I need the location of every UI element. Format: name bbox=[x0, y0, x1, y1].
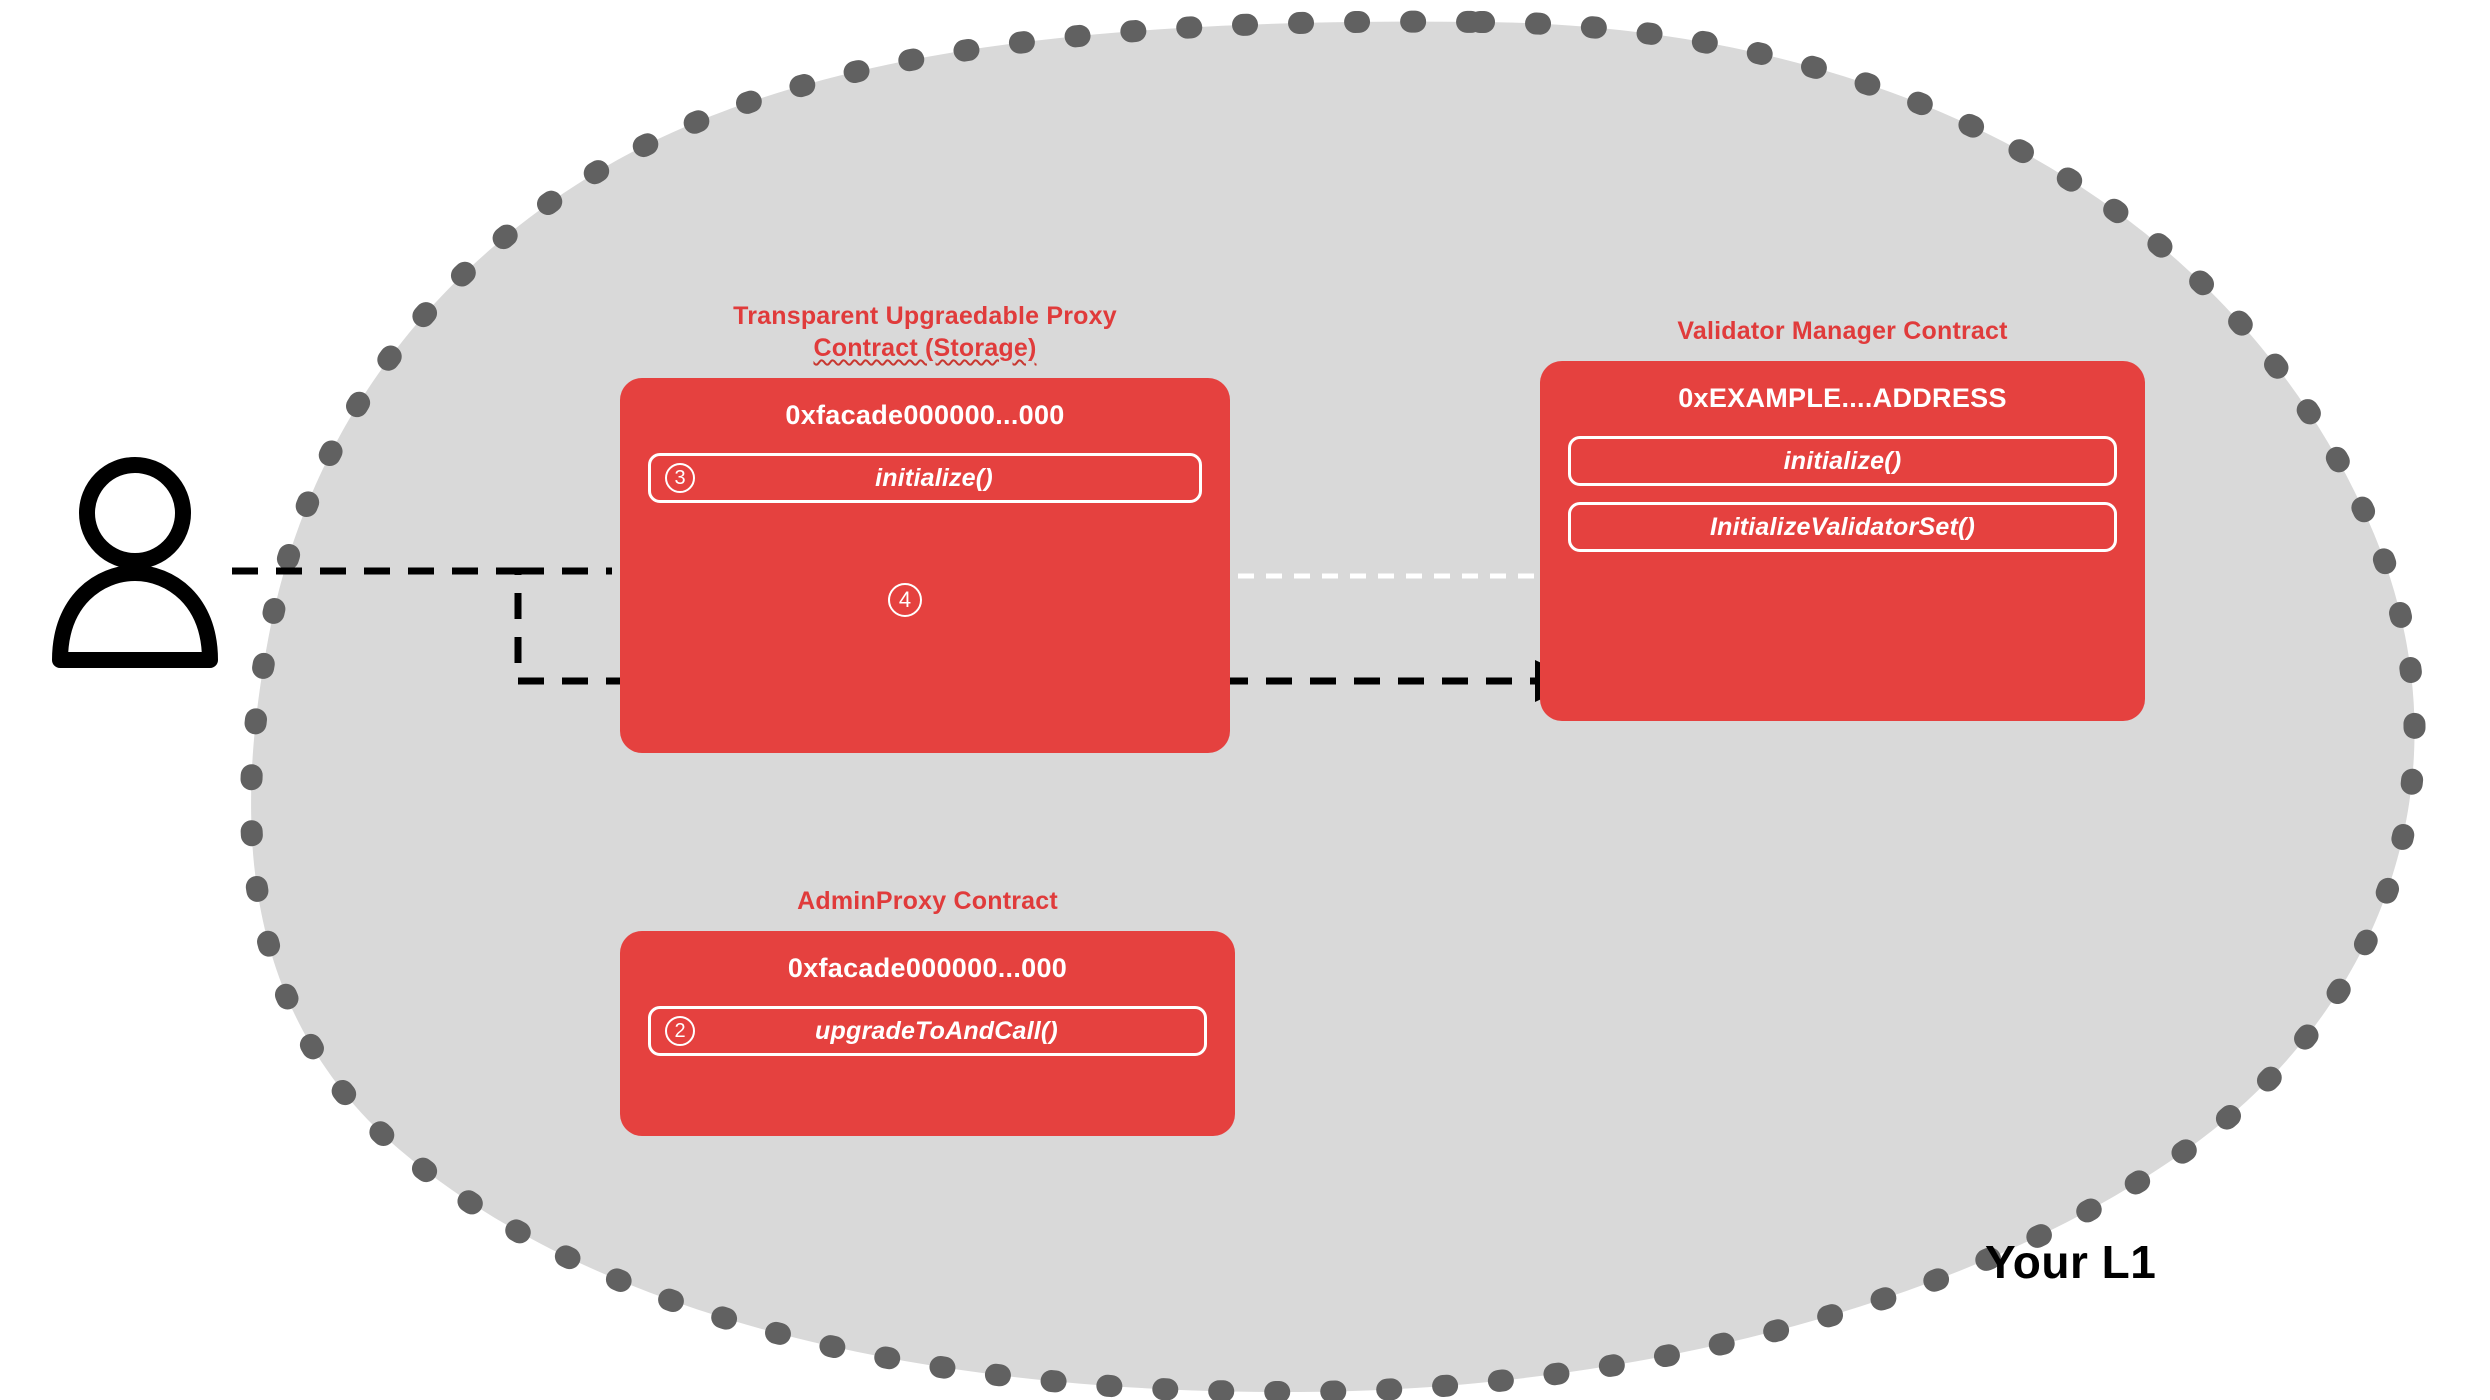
validator-manager-address: 0xEXAMPLE....ADDRESS bbox=[1678, 383, 2007, 413]
step-badge-4: 4 bbox=[888, 583, 922, 617]
admin-method-upgrade-to-and-call-label: upgradeToAndCall() bbox=[815, 1016, 1058, 1045]
your-l1-label: Your L1 bbox=[1985, 1236, 2157, 1288]
admin-method-upgrade-to-and-call[interactable] bbox=[648, 1006, 1207, 1056]
proxy-title-line1: Transparent Upgraedable Proxy bbox=[733, 302, 1117, 330]
admin-proxy-title: AdminProxy Contract bbox=[797, 887, 1058, 915]
node-admin-proxy bbox=[620, 885, 1235, 1136]
validator-manager-card bbox=[1540, 361, 2145, 721]
vm-method-initialize-validator-set-label: InitializeValidatorSet() bbox=[1709, 512, 1976, 541]
step-badge-3: 3 bbox=[665, 463, 695, 493]
proxy-title bbox=[620, 300, 1230, 364]
user-actor-icon bbox=[40, 455, 230, 670]
vm-method-initialize-label: initialize() bbox=[1783, 446, 1902, 475]
proxy-method-initialize[interactable] bbox=[648, 453, 1202, 503]
proxy-title-line2: Contract (Storage) bbox=[813, 334, 1037, 362]
proxy-card bbox=[620, 378, 1230, 753]
admin-proxy-card bbox=[620, 931, 1235, 1136]
vm-method-initialize-validator-set[interactable] bbox=[1568, 502, 2117, 552]
admin-proxy-address: 0xfacade000000...000 bbox=[787, 953, 1068, 983]
vm-method-initialize[interactable] bbox=[1568, 436, 2117, 486]
validator-manager-title: Validator Manager Contract bbox=[1677, 317, 2008, 345]
node-validator-manager bbox=[1540, 315, 2145, 721]
proxy-method-initialize-label: initialize() bbox=[875, 463, 993, 492]
node-transparent-upgradeable-proxy bbox=[620, 300, 1230, 753]
proxy-address: 0xfacade000000...000 bbox=[785, 400, 1065, 430]
step-badge-2: 2 bbox=[665, 1016, 695, 1046]
